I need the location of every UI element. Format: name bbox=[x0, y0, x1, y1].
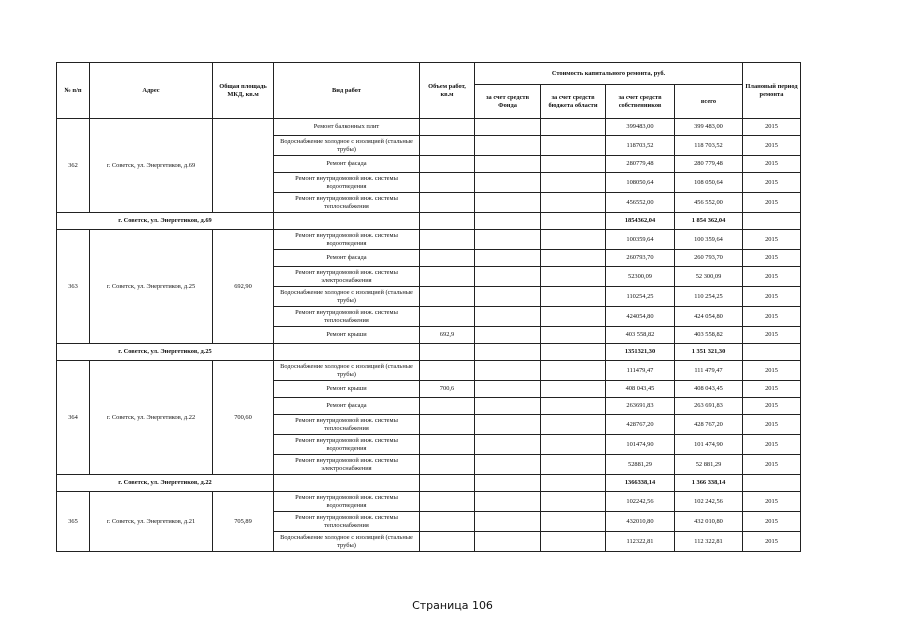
row-total: 403 558,82 bbox=[675, 327, 743, 344]
row-owners: 112322,81 bbox=[606, 532, 675, 552]
row-volume bbox=[420, 532, 475, 552]
row-volume bbox=[420, 136, 475, 156]
row-number: 362 bbox=[57, 119, 90, 213]
row-owners: 108050,64 bbox=[606, 173, 675, 193]
row-fund bbox=[475, 398, 541, 415]
subtotal-row bbox=[57, 213, 801, 230]
header-area: Общая площадь МКД, кв.м bbox=[213, 63, 274, 119]
subtotal-work-type bbox=[274, 344, 420, 361]
row-volume bbox=[420, 287, 475, 307]
table-row bbox=[57, 119, 801, 136]
row-work-type: Ремонт внутридомовой инж. системы электроснабжения bbox=[274, 455, 420, 475]
subtotal-label: г. Советск, ул. Энергетиков, д.22 bbox=[57, 475, 274, 492]
row-region bbox=[541, 492, 606, 512]
row-volume bbox=[420, 250, 475, 267]
row-owners: 101474,90 bbox=[606, 435, 675, 455]
table-body bbox=[57, 119, 801, 552]
header-total: всего bbox=[675, 85, 743, 119]
row-owners: 456552,00 bbox=[606, 193, 675, 213]
row-volume bbox=[420, 361, 475, 381]
header-cost-group: Стоимость капитального ремонта, руб. bbox=[475, 63, 743, 85]
row-region bbox=[541, 361, 606, 381]
row-total: 456 552,00 bbox=[675, 193, 743, 213]
row-period: 2015 bbox=[743, 435, 801, 455]
row-volume bbox=[420, 307, 475, 327]
row-volume bbox=[420, 119, 475, 136]
subtotal-region bbox=[541, 344, 606, 361]
row-area: 705,89 bbox=[213, 492, 274, 552]
row-region bbox=[541, 307, 606, 327]
row-region bbox=[541, 119, 606, 136]
subtotal-region bbox=[541, 475, 606, 492]
row-period: 2015 bbox=[743, 512, 801, 532]
subtotal-volume bbox=[420, 213, 475, 230]
row-period: 2015 bbox=[743, 415, 801, 435]
row-volume bbox=[420, 398, 475, 415]
subtotal-total: 1 854 362,04 bbox=[675, 213, 743, 230]
row-work-type: Ремонт крыши bbox=[274, 381, 420, 398]
row-work-type: Водоснабжение холодное с изоляцией (стальные трубы) bbox=[274, 532, 420, 552]
row-work-type: Ремонт внутридомовой инж. системы теплоснабжения bbox=[274, 193, 420, 213]
row-period: 2015 bbox=[743, 532, 801, 552]
row-total: 280 779,48 bbox=[675, 156, 743, 173]
row-period: 2015 bbox=[743, 492, 801, 512]
row-total: 408 043,45 bbox=[675, 381, 743, 398]
subtotal-period bbox=[743, 475, 801, 492]
row-work-type: Ремонт внутридомовой инж. системы теплоснабжения bbox=[274, 307, 420, 327]
row-volume bbox=[420, 193, 475, 213]
subtotal-volume bbox=[420, 475, 475, 492]
row-fund bbox=[475, 156, 541, 173]
row-owners: 111479,47 bbox=[606, 361, 675, 381]
row-work-type: Ремонт фасада bbox=[274, 250, 420, 267]
row-work-type: Ремонт внутридомовой инж. системы электроснабжения bbox=[274, 267, 420, 287]
subtotal-fund bbox=[475, 475, 541, 492]
row-total: 263 691,83 bbox=[675, 398, 743, 415]
row-fund bbox=[475, 173, 541, 193]
row-region bbox=[541, 398, 606, 415]
row-fund bbox=[475, 136, 541, 156]
table-row bbox=[57, 492, 801, 512]
row-period: 2015 bbox=[743, 230, 801, 250]
row-work-type: Ремонт фасада bbox=[274, 156, 420, 173]
row-period: 2015 bbox=[743, 193, 801, 213]
header-num: № п/п bbox=[57, 63, 90, 119]
row-work-type: Ремонт внутридомовой инж. системы водоотведения bbox=[274, 173, 420, 193]
row-volume bbox=[420, 173, 475, 193]
row-owners: 52881,29 bbox=[606, 455, 675, 475]
row-region bbox=[541, 455, 606, 475]
row-total: 108 050,64 bbox=[675, 173, 743, 193]
row-fund bbox=[475, 327, 541, 344]
row-total: 399 483,00 bbox=[675, 119, 743, 136]
row-fund bbox=[475, 415, 541, 435]
row-address: г. Советск, ул. Энергетиков, д.25 bbox=[90, 230, 213, 344]
row-owners: 432010,80 bbox=[606, 512, 675, 532]
row-volume bbox=[420, 512, 475, 532]
subtotal-period bbox=[743, 344, 801, 361]
row-work-type: Водоснабжение холодное с изоляцией (стальные трубы) bbox=[274, 287, 420, 307]
subtotal-work-type bbox=[274, 475, 420, 492]
subtotal-label: г. Советск, ул. Энергетиков, д.69 bbox=[57, 213, 274, 230]
row-total: 432 010,80 bbox=[675, 512, 743, 532]
row-owners: 424054,80 bbox=[606, 307, 675, 327]
row-period: 2015 bbox=[743, 173, 801, 193]
subtotal-total: 1 351 321,30 bbox=[675, 344, 743, 361]
row-owners: 260793,70 bbox=[606, 250, 675, 267]
header-period: Плановый период ремонта bbox=[743, 63, 801, 119]
row-fund bbox=[475, 455, 541, 475]
subtotal-work-type bbox=[274, 213, 420, 230]
row-fund bbox=[475, 307, 541, 327]
row-total: 424 054,80 bbox=[675, 307, 743, 327]
row-total: 101 474,90 bbox=[675, 435, 743, 455]
subtotal-volume bbox=[420, 344, 475, 361]
subtotal-owners: 1854362,04 bbox=[606, 213, 675, 230]
row-total: 110 254,25 bbox=[675, 287, 743, 307]
row-total: 52 881,29 bbox=[675, 455, 743, 475]
subtotal-row bbox=[57, 475, 801, 492]
row-fund bbox=[475, 193, 541, 213]
row-region bbox=[541, 512, 606, 532]
row-fund bbox=[475, 381, 541, 398]
subtotal-total: 1 366 338,14 bbox=[675, 475, 743, 492]
row-work-type: Ремонт внутридомовой инж. системы водоотведения bbox=[274, 435, 420, 455]
row-region bbox=[541, 136, 606, 156]
row-owners: 102242,56 bbox=[606, 492, 675, 512]
row-fund bbox=[475, 492, 541, 512]
row-total: 52 300,09 bbox=[675, 267, 743, 287]
row-volume bbox=[420, 435, 475, 455]
repair-schedule-table bbox=[56, 62, 801, 552]
row-fund bbox=[475, 512, 541, 532]
row-region bbox=[541, 381, 606, 398]
row-address: г. Советск, ул. Энергетиков, д.21 bbox=[90, 492, 213, 552]
row-area: 692,90 bbox=[213, 230, 274, 344]
row-work-type: Ремонт внутридомовой инж. системы водоотведения bbox=[274, 230, 420, 250]
subtotal-row bbox=[57, 344, 801, 361]
row-work-type: Водоснабжение холодное с изоляцией (стальные трубы) bbox=[274, 361, 420, 381]
row-volume bbox=[420, 492, 475, 512]
row-number: 365 bbox=[57, 492, 90, 552]
header-fund: за счет средств Фонда bbox=[475, 85, 541, 119]
row-address: г. Советск, ул. Энергетиков, д.22 bbox=[90, 361, 213, 475]
row-period: 2015 bbox=[743, 381, 801, 398]
row-period: 2015 bbox=[743, 136, 801, 156]
row-period: 2015 bbox=[743, 327, 801, 344]
row-fund bbox=[475, 435, 541, 455]
row-address: г. Советск, ул. Энергетиков, д.69 bbox=[90, 119, 213, 213]
row-period: 2015 bbox=[743, 361, 801, 381]
row-number: 364 bbox=[57, 361, 90, 475]
row-period: 2015 bbox=[743, 156, 801, 173]
row-period: 2015 bbox=[743, 250, 801, 267]
row-work-type: Ремонт внутридомовой инж. системы водоотведения bbox=[274, 492, 420, 512]
row-fund bbox=[475, 119, 541, 136]
header-owners: за счет средств собственников bbox=[606, 85, 675, 119]
row-owners: 110254,25 bbox=[606, 287, 675, 307]
row-volume bbox=[420, 415, 475, 435]
row-area bbox=[213, 119, 274, 213]
row-work-type: Водоснабжение холодное с изоляцией (стальные трубы) bbox=[274, 136, 420, 156]
subtotal-label: г. Советск, ул. Энергетиков, д.25 bbox=[57, 344, 274, 361]
row-owners: 428767,20 bbox=[606, 415, 675, 435]
row-region bbox=[541, 156, 606, 173]
row-volume bbox=[420, 455, 475, 475]
row-owners: 403 558,82 bbox=[606, 327, 675, 344]
row-number: 363 bbox=[57, 230, 90, 344]
row-region bbox=[541, 230, 606, 250]
row-volume: 692,9 bbox=[420, 327, 475, 344]
row-volume: 700,6 bbox=[420, 381, 475, 398]
row-period: 2015 bbox=[743, 287, 801, 307]
subtotal-owners: 1351321,30 bbox=[606, 344, 675, 361]
row-owners: 118703,52 bbox=[606, 136, 675, 156]
row-region bbox=[541, 173, 606, 193]
row-work-type: Ремонт внутридомовой инж. системы теплоснабжения bbox=[274, 512, 420, 532]
row-total: 111 479,47 bbox=[675, 361, 743, 381]
row-period: 2015 bbox=[743, 267, 801, 287]
row-period: 2015 bbox=[743, 119, 801, 136]
row-volume bbox=[420, 267, 475, 287]
row-fund bbox=[475, 532, 541, 552]
row-fund bbox=[475, 230, 541, 250]
row-owners: 263691,83 bbox=[606, 398, 675, 415]
row-owners: 408 043,45 bbox=[606, 381, 675, 398]
subtotal-fund bbox=[475, 344, 541, 361]
row-region bbox=[541, 250, 606, 267]
row-volume bbox=[420, 156, 475, 173]
row-owners: 52300,09 bbox=[606, 267, 675, 287]
row-area: 700,60 bbox=[213, 361, 274, 475]
row-region bbox=[541, 415, 606, 435]
row-volume bbox=[420, 230, 475, 250]
row-owners: 280779,48 bbox=[606, 156, 675, 173]
page-number: Страница 106 bbox=[412, 599, 493, 612]
subtotal-region bbox=[541, 213, 606, 230]
table-row bbox=[57, 361, 801, 381]
row-total: 102 242,56 bbox=[675, 492, 743, 512]
row-total: 428 767,20 bbox=[675, 415, 743, 435]
row-total: 118 703,52 bbox=[675, 136, 743, 156]
row-work-type: Ремонт балконных плит bbox=[274, 119, 420, 136]
row-owners: 399483,00 bbox=[606, 119, 675, 136]
row-fund bbox=[475, 250, 541, 267]
header-region: за счет средств бюджета области bbox=[541, 85, 606, 119]
row-total: 260 793,70 bbox=[675, 250, 743, 267]
header-row-top bbox=[57, 63, 801, 85]
row-region bbox=[541, 435, 606, 455]
row-region bbox=[541, 327, 606, 344]
row-fund bbox=[475, 361, 541, 381]
row-region bbox=[541, 287, 606, 307]
row-work-type: Ремонт внутридомовой инж. системы теплоснабжения bbox=[274, 415, 420, 435]
row-work-type: Ремонт фасада bbox=[274, 398, 420, 415]
row-region bbox=[541, 532, 606, 552]
header-work-type: Вид работ bbox=[274, 63, 420, 119]
row-total: 100 359,64 bbox=[675, 230, 743, 250]
row-period: 2015 bbox=[743, 398, 801, 415]
subtotal-owners: 1366338,14 bbox=[606, 475, 675, 492]
row-fund bbox=[475, 267, 541, 287]
row-region bbox=[541, 267, 606, 287]
table-row bbox=[57, 230, 801, 250]
row-work-type: Ремонт крыши bbox=[274, 327, 420, 344]
row-period: 2015 bbox=[743, 455, 801, 475]
row-total: 112 322,81 bbox=[675, 532, 743, 552]
row-period: 2015 bbox=[743, 307, 801, 327]
row-fund bbox=[475, 287, 541, 307]
header-volume: Объем работ, кв.м bbox=[420, 63, 475, 119]
row-owners: 100359,64 bbox=[606, 230, 675, 250]
header-address: Адрес bbox=[90, 63, 213, 119]
subtotal-fund bbox=[475, 213, 541, 230]
row-region bbox=[541, 193, 606, 213]
subtotal-period bbox=[743, 213, 801, 230]
